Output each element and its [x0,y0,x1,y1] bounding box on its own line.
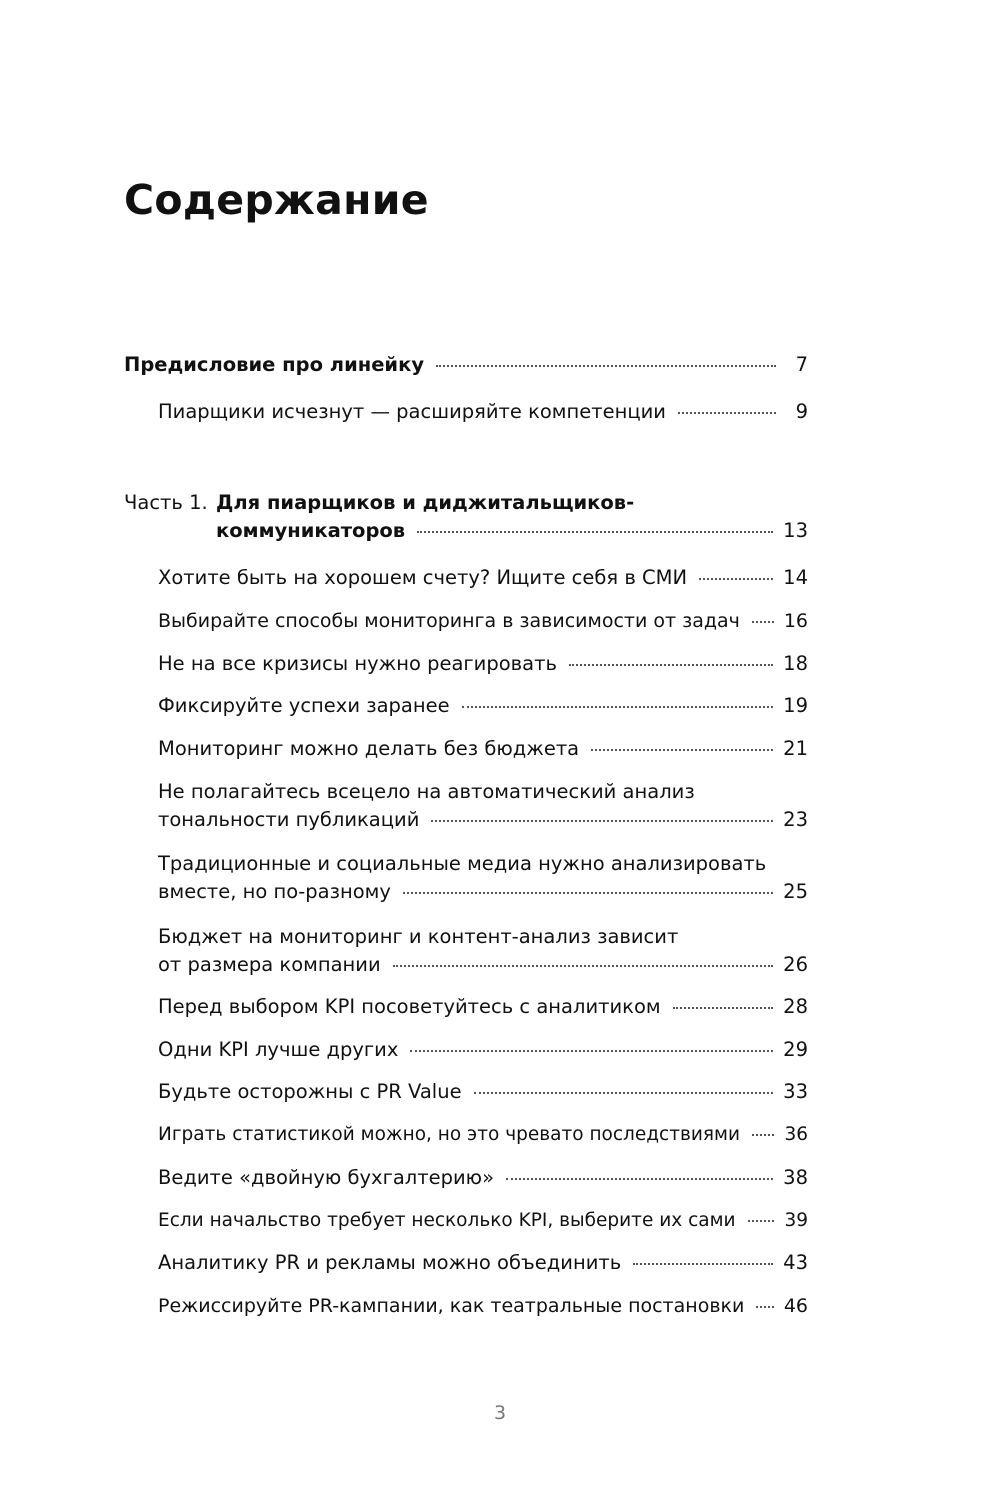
dot-leader [752,621,774,623]
part-title-line1[interactable]: Для пиарщиков и диджитальщиков- [216,491,635,514]
dot-leader [417,531,773,533]
toc-entry-label: Хотите быть на хорошем счету? Ищите себя в СМИ [158,566,688,589]
dot-leader [633,1263,773,1265]
toc-entry-label: Фиксируйте успехи заранее [158,694,450,717]
toc-entry-page: 14 [783,566,808,589]
toc-entry-page: 23 [783,808,808,831]
toc-entry-label: Не на все кризисы нужно реагировать [158,652,557,675]
dot-leader [474,1092,774,1094]
toc-entry-page: 21 [783,737,808,760]
toc-entry[interactable] [158,736,808,762]
toc-entry-label: Мониторинг можно делать без бюджета [158,737,580,760]
toc-entry-label-line1[interactable]: Не полагайтесь всецело на автоматический анализ [158,780,695,803]
dot-leader [699,578,773,580]
toc-entry-page: 36 [784,1124,808,1145]
toc-entry-page: 7 [795,353,808,376]
toc-entry-part1[interactable] [216,518,808,544]
dot-leader [678,412,776,414]
toc-entry[interactable] [158,1293,808,1319]
toc-entry-label: коммуникаторов [216,519,406,542]
page-number: 3 [493,1402,507,1424]
toc-entry-preface-sub[interactable] [158,399,808,425]
toc-entry[interactable] [158,1208,808,1234]
toc-entry-label: Режиссируйте PR-кампании, как театральные постановки [158,1295,745,1317]
toc-entry[interactable] [158,1079,808,1105]
toc-entry-page: 25 [783,880,808,903]
toc-entry[interactable] [158,1037,808,1063]
toc-entry-page: 13 [783,519,808,542]
toc-entry-page: 26 [783,953,808,976]
dot-leader [462,706,774,708]
toc-entry-page: 9 [795,400,808,423]
toc-entry-label: Предисловие про линейку [124,353,425,376]
toc-entry-label: Будьте осторожны с PR Value [158,1080,462,1103]
toc-entry-page: 33 [783,1080,808,1103]
dot-leader [752,1134,774,1136]
toc-entry-label: Аналитику PR и рекламы можно объединить [158,1251,622,1274]
toc-entry[interactable] [158,1165,808,1191]
toc-entry-page: 39 [784,1210,808,1231]
toc-entry-label: Одни KPI лучше других [158,1038,399,1061]
dot-leader [569,664,773,666]
part-prefix: Часть 1. [124,491,208,514]
toc-entry-label: Выбирайте способы мониторинга в зависимости от задач [158,610,740,632]
toc-entry-label-line1[interactable]: Традиционные и социальные медиа нужно анализировать [158,852,767,875]
toc-entry-label: Играть статистикой можно, но это чревато последствиями [158,1124,741,1145]
toc-entry[interactable] [158,952,808,978]
dot-leader [393,965,774,967]
dot-leader [591,749,773,751]
dot-leader [410,1050,773,1052]
toc-entry[interactable] [158,994,808,1020]
dot-leader [673,1007,774,1009]
toc-entry-label: Пиарщики исчезнут — расширяйте компетенции [158,400,666,423]
dot-leader [506,1178,773,1180]
toc-entry-page: 28 [783,995,808,1018]
toc-entry[interactable] [158,565,808,591]
toc-entry-label: вместе, но по-разному [158,880,391,903]
dot-leader [403,892,773,894]
toc-entry[interactable] [158,879,808,905]
toc-entry[interactable] [158,1122,808,1148]
toc-entry-page: 38 [783,1166,808,1189]
page-title: Содержание [124,176,429,224]
toc-entry-page: 43 [783,1251,808,1274]
toc-entry-label: Ведите «двойную бухгалтерию» [158,1166,495,1189]
toc-entry-page: 19 [783,694,808,717]
toc-entry-label: тональности публикаций [158,808,420,831]
toc-entry-page: 16 [783,610,808,632]
toc-entry[interactable] [158,807,808,833]
toc-entry[interactable] [158,608,808,634]
toc-entry-label-line1[interactable]: Бюджет на мониторинг и контент-анализ зависит [158,925,679,948]
toc-entry-page: 18 [783,652,808,675]
toc-entry-page: 46 [783,1295,808,1317]
toc-entry-label: от размера компании [158,953,381,976]
toc-entry-label: Если начальство требует несколько KPI, выберите их сами [158,1210,736,1231]
toc-entry[interactable] [158,651,808,677]
dot-leader [436,365,776,367]
dot-leader [431,820,773,822]
toc-entry[interactable] [158,1250,808,1276]
toc-entry[interactable] [158,693,808,719]
toc-entry-label: Перед выбором KPI посоветуйтесь с аналитиком [158,995,661,1018]
toc-entry-preface[interactable] [124,352,808,378]
dot-leader [756,1306,773,1308]
toc-entry-page: 29 [783,1038,808,1061]
dot-leader [748,1220,775,1222]
